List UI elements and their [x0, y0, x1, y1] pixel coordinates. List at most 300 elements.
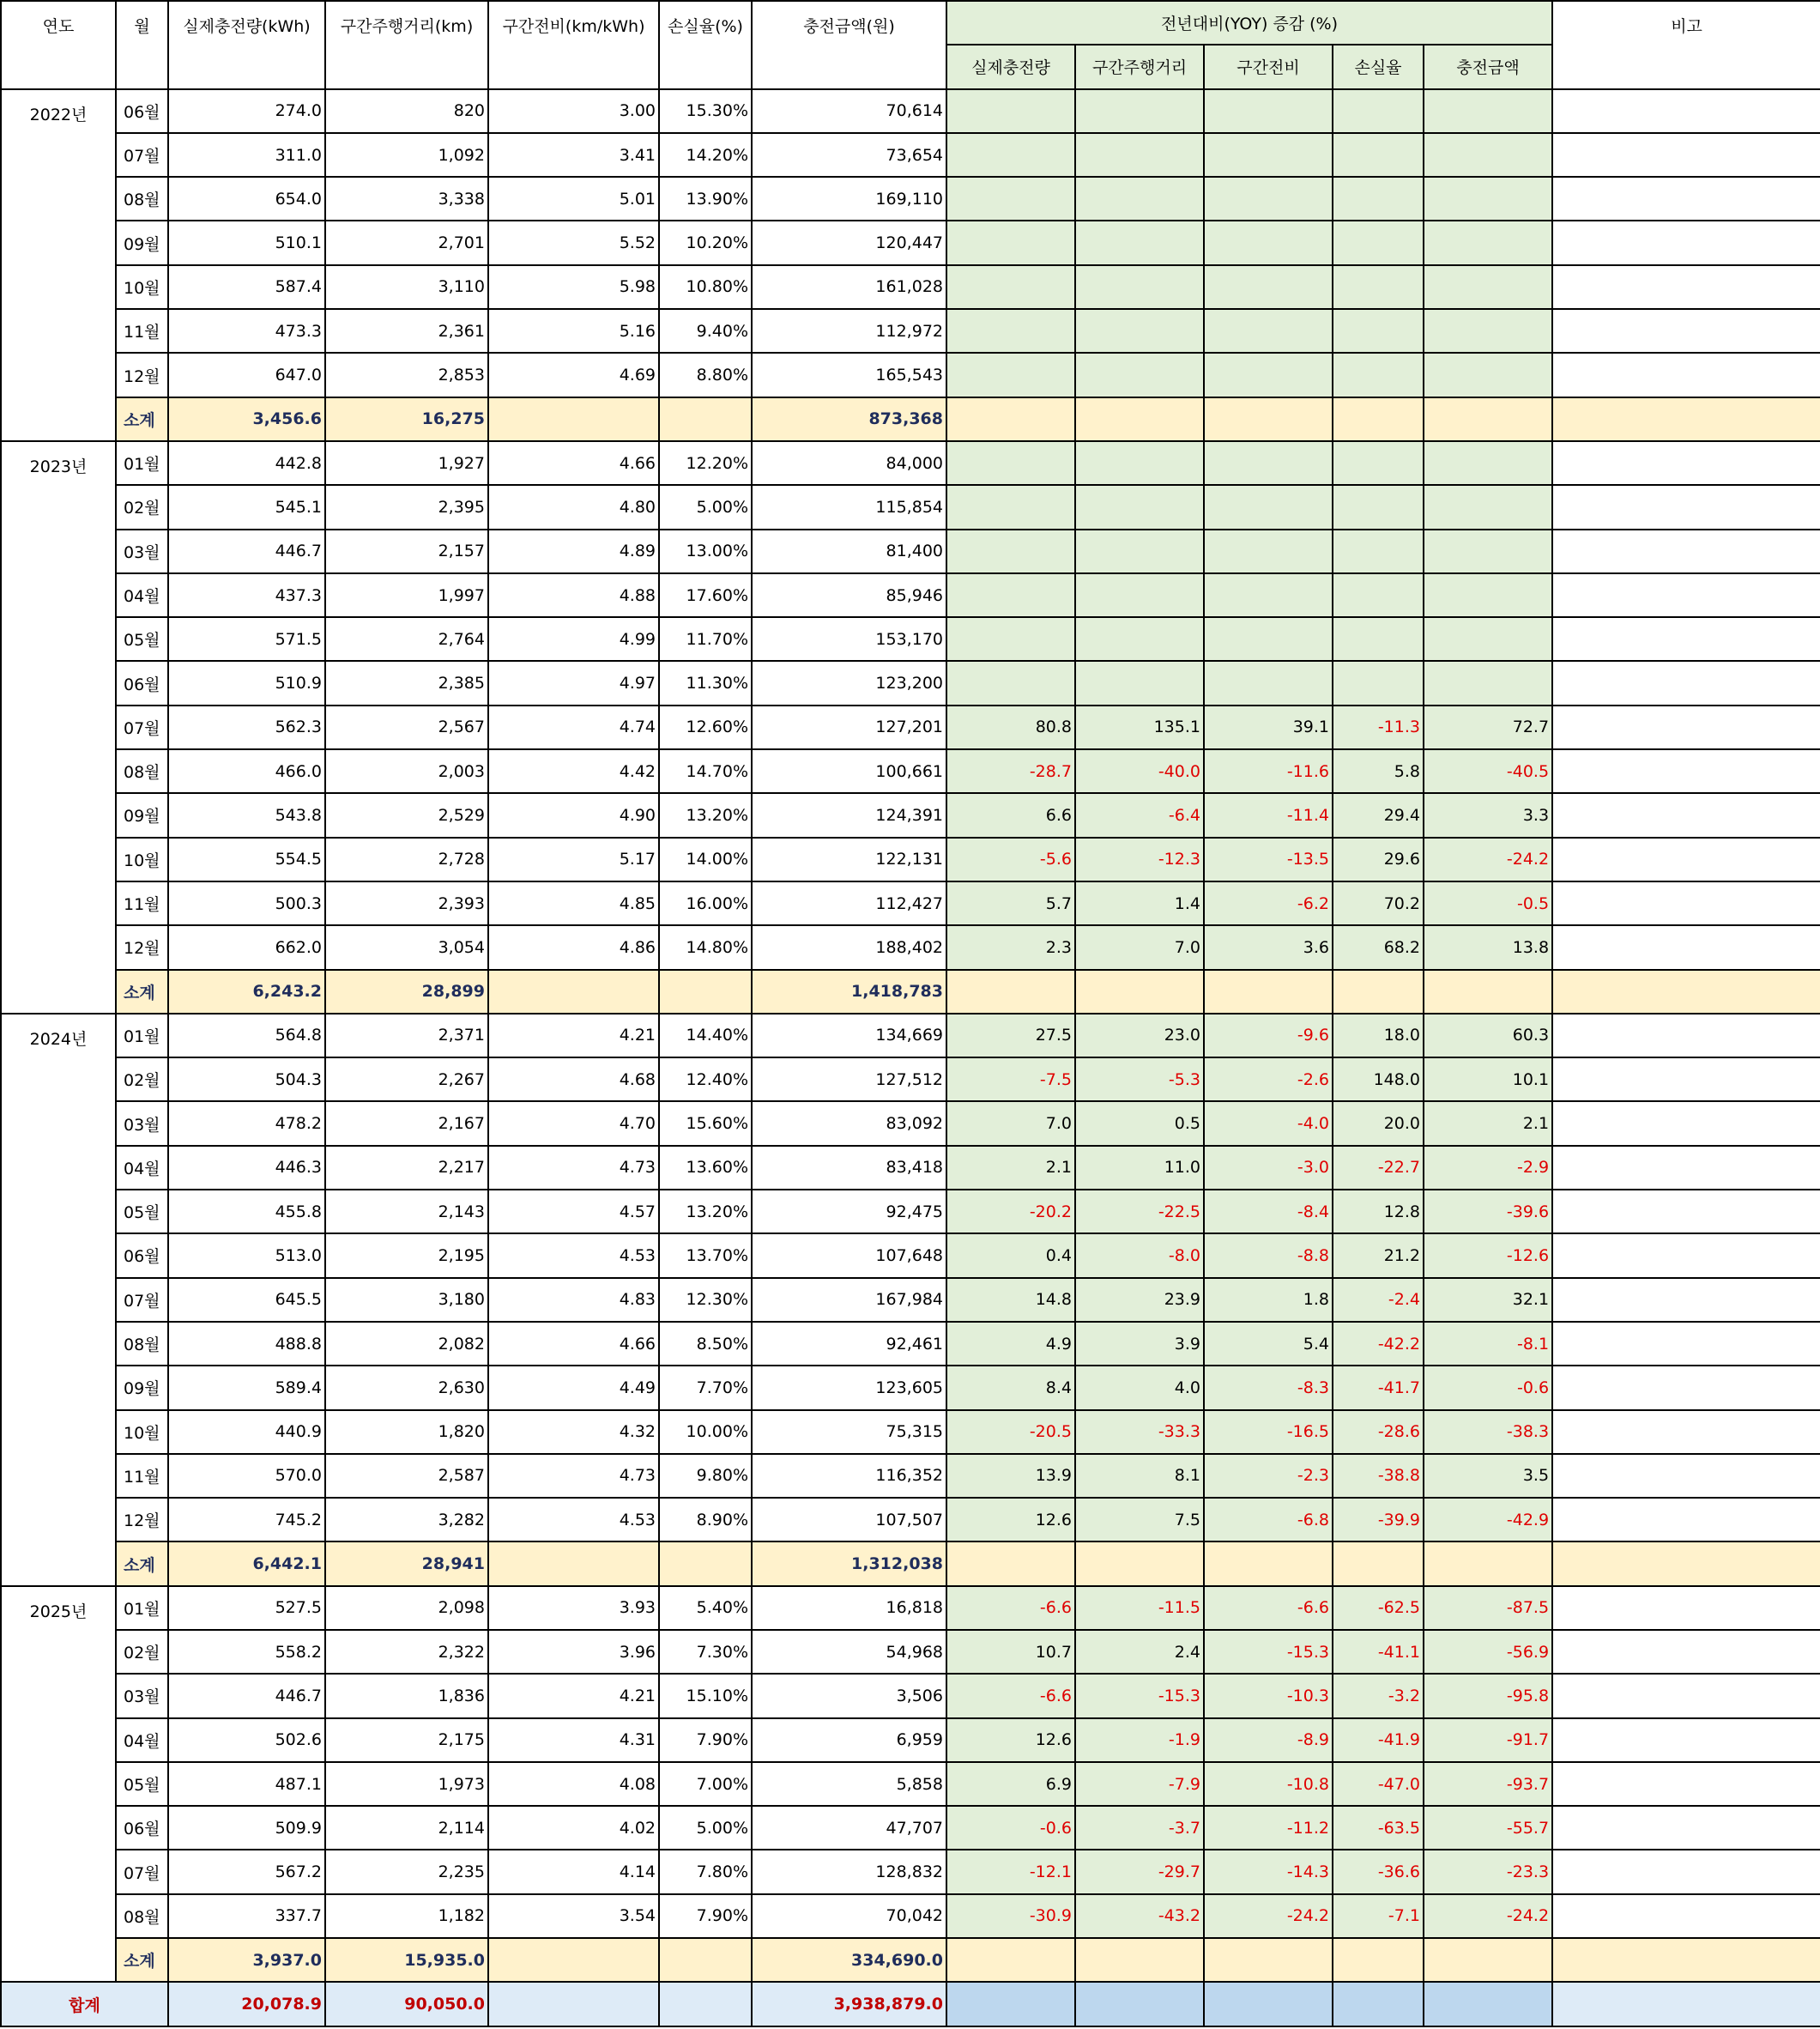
cell-yoy-efficiency[interactable] [1204, 573, 1333, 617]
cell-yoy-efficiency[interactable]: -8.9 [1204, 1718, 1333, 1762]
cell-cost[interactable]: 188,402 [752, 925, 946, 969]
cell-yoy-efficiency[interactable] [1204, 530, 1333, 573]
cell-charge[interactable]: 654.0 [168, 177, 325, 221]
cell-loss[interactable]: 7.80% [659, 1850, 752, 1893]
cell-distance[interactable]: 2,371 [325, 1014, 488, 1057]
cell-yoy-distance[interactable]: -3.7 [1075, 1806, 1204, 1850]
cell-note[interactable] [1552, 749, 1820, 793]
total-efficiency[interactable] [488, 1982, 659, 2026]
cell-yoy-charge[interactable] [946, 573, 1075, 617]
cell-yoy-efficiency[interactable] [1204, 177, 1333, 221]
cell-charge[interactable]: 466.0 [168, 749, 325, 793]
cell-charge[interactable]: 337.7 [168, 1894, 325, 1938]
cell-charge[interactable]: 504.3 [168, 1057, 325, 1101]
cell-charge[interactable]: 513.0 [168, 1233, 325, 1277]
cell-efficiency[interactable]: 4.02 [488, 1806, 659, 1850]
cell-yoy-efficiency[interactable]: -9.6 [1204, 1014, 1333, 1057]
cell-loss[interactable]: 13.70% [659, 1233, 752, 1277]
cell-yoy-distance[interactable]: -29.7 [1075, 1850, 1204, 1893]
cell-loss[interactable]: 14.20% [659, 133, 752, 177]
cell-loss[interactable]: 7.00% [659, 1762, 752, 1806]
cell-loss[interactable]: 16.00% [659, 881, 752, 925]
cell-charge[interactable]: 647.0 [168, 353, 325, 397]
cell-loss[interactable]: 12.30% [659, 1278, 752, 1322]
cell-yoy-cost[interactable]: -12.6 [1424, 1233, 1552, 1277]
cell-distance[interactable]: 1,927 [325, 441, 488, 485]
cell-distance[interactable]: 2,587 [325, 1454, 488, 1498]
cell-yoy-efficiency[interactable]: -4.0 [1204, 1101, 1333, 1145]
cell-efficiency[interactable]: 4.70 [488, 1101, 659, 1145]
cell-yoy-charge[interactable]: 80.8 [946, 706, 1075, 749]
cell-efficiency[interactable]: 4.89 [488, 530, 659, 573]
cell-yoy-distance[interactable]: 8.1 [1075, 1454, 1204, 1498]
cell-month[interactable]: 12월 [116, 925, 168, 969]
cell-cost[interactable]: 47,707 [752, 1806, 946, 1850]
subtotal-yoy-cell[interactable] [1333, 1938, 1424, 1982]
cell-yoy-distance[interactable] [1075, 353, 1204, 397]
cell-distance[interactable]: 2,701 [325, 221, 488, 264]
cell-yoy-charge[interactable] [946, 133, 1075, 177]
cell-yoy-distance[interactable] [1075, 485, 1204, 529]
cell-yoy-efficiency[interactable]: -8.4 [1204, 1190, 1333, 1233]
cell-month[interactable]: 08월 [116, 1894, 168, 1938]
cell-loss[interactable]: 9.80% [659, 1454, 752, 1498]
cell-yoy-cost[interactable] [1424, 661, 1552, 705]
cell-distance[interactable]: 2,217 [325, 1146, 488, 1190]
header-yoy-loss[interactable]: 손실율 [1333, 45, 1424, 88]
cell-yoy-efficiency[interactable]: -16.5 [1204, 1410, 1333, 1454]
cell-charge[interactable]: 510.9 [168, 661, 325, 705]
subtotal-cost[interactable]: 873,368 [752, 397, 946, 441]
cell-yoy-loss[interactable] [1333, 441, 1424, 485]
subtotal-yoy-cell[interactable] [1204, 1938, 1333, 1982]
cell-yoy-charge[interactable]: 4.9 [946, 1322, 1075, 1366]
cell-distance[interactable]: 2,385 [325, 661, 488, 705]
cell-yoy-cost[interactable]: 2.1 [1424, 1101, 1552, 1145]
cell-distance[interactable]: 2,157 [325, 530, 488, 573]
cell-distance[interactable]: 2,195 [325, 1233, 488, 1277]
cell-loss[interactable]: 7.70% [659, 1366, 752, 1409]
cell-cost[interactable]: 75,315 [752, 1410, 946, 1454]
cell-note[interactable] [1552, 573, 1820, 617]
cell-yoy-cost[interactable] [1424, 617, 1552, 661]
subtotal-yoy-cell[interactable] [1333, 970, 1424, 1014]
cell-yoy-charge[interactable]: -5.6 [946, 838, 1075, 881]
cell-yoy-cost[interactable] [1424, 573, 1552, 617]
cell-yoy-efficiency[interactable] [1204, 309, 1333, 353]
cell-yoy-distance[interactable]: -11.5 [1075, 1586, 1204, 1630]
cell-charge[interactable]: 587.4 [168, 265, 325, 309]
cell-yoy-distance[interactable] [1075, 89, 1204, 133]
cell-yoy-loss[interactable] [1333, 353, 1424, 397]
cell-charge[interactable]: 562.3 [168, 706, 325, 749]
cell-yoy-cost[interactable]: -95.8 [1424, 1674, 1552, 1717]
subtotal-yoy-cell[interactable] [946, 970, 1075, 1014]
cell-loss[interactable]: 8.90% [659, 1498, 752, 1541]
cell-month[interactable]: 03월 [116, 530, 168, 573]
cell-yoy-efficiency[interactable]: -8.8 [1204, 1233, 1333, 1277]
cell-loss[interactable]: 14.40% [659, 1014, 752, 1057]
cell-cost[interactable]: 134,669 [752, 1014, 946, 1057]
subtotal-cost[interactable]: 334,690.0 [752, 1938, 946, 1982]
cell-charge[interactable]: 487.1 [168, 1762, 325, 1806]
cell-yoy-cost[interactable] [1424, 89, 1552, 133]
cell-yoy-cost[interactable]: -91.7 [1424, 1718, 1552, 1762]
cell-charge[interactable]: 645.5 [168, 1278, 325, 1322]
cell-note[interactable] [1552, 1850, 1820, 1893]
cell-yoy-distance[interactable]: -1.9 [1075, 1718, 1204, 1762]
cell-efficiency[interactable]: 4.97 [488, 661, 659, 705]
cell-yoy-loss[interactable]: -63.5 [1333, 1806, 1424, 1850]
cell-cost[interactable]: 123,605 [752, 1366, 946, 1409]
cell-yoy-charge[interactable] [946, 661, 1075, 705]
subtotal-charge[interactable]: 6,442.1 [168, 1541, 325, 1585]
subtotal-charge[interactable]: 3,937.0 [168, 1938, 325, 1982]
cell-yoy-loss[interactable]: 29.4 [1333, 793, 1424, 837]
cell-yoy-charge[interactable]: -20.5 [946, 1410, 1075, 1454]
cell-yoy-distance[interactable]: -7.9 [1075, 1762, 1204, 1806]
cell-cost[interactable]: 92,461 [752, 1322, 946, 1366]
cell-yoy-distance[interactable]: -33.3 [1075, 1410, 1204, 1454]
cell-loss[interactable]: 5.40% [659, 1586, 752, 1630]
cell-yoy-distance[interactable]: 7.5 [1075, 1498, 1204, 1541]
cell-yoy-distance[interactable] [1075, 177, 1204, 221]
cell-cost[interactable]: 107,507 [752, 1498, 946, 1541]
cell-charge[interactable]: 274.0 [168, 89, 325, 133]
cell-efficiency[interactable]: 3.93 [488, 1586, 659, 1630]
cell-distance[interactable]: 2,393 [325, 881, 488, 925]
cell-charge[interactable]: 478.2 [168, 1101, 325, 1145]
cell-month[interactable]: 09월 [116, 793, 168, 837]
cell-yoy-loss[interactable]: -47.0 [1333, 1762, 1424, 1806]
cell-distance[interactable]: 1,182 [325, 1894, 488, 1938]
cell-note[interactable] [1552, 1806, 1820, 1850]
cell-charge[interactable]: 437.3 [168, 573, 325, 617]
cell-cost[interactable]: 116,352 [752, 1454, 946, 1498]
cell-yoy-efficiency[interactable]: -6.6 [1204, 1586, 1333, 1630]
cell-month[interactable]: 08월 [116, 749, 168, 793]
cell-loss[interactable]: 9.40% [659, 309, 752, 353]
cell-yoy-efficiency[interactable]: -10.3 [1204, 1674, 1333, 1717]
cell-efficiency[interactable]: 5.98 [488, 265, 659, 309]
cell-yoy-efficiency[interactable]: -2.6 [1204, 1057, 1333, 1101]
cell-efficiency[interactable]: 4.53 [488, 1498, 659, 1541]
cell-yoy-charge[interactable]: 27.5 [946, 1014, 1075, 1057]
cell-efficiency[interactable]: 5.17 [488, 838, 659, 881]
cell-yoy-charge[interactable] [946, 177, 1075, 221]
cell-yoy-loss[interactable]: -36.6 [1333, 1850, 1424, 1893]
cell-efficiency[interactable]: 4.21 [488, 1674, 659, 1717]
cell-yoy-distance[interactable]: 0.5 [1075, 1101, 1204, 1145]
cell-month[interactable]: 06월 [116, 1233, 168, 1277]
cell-loss[interactable]: 7.30% [659, 1630, 752, 1674]
subtotal-note[interactable] [1552, 1541, 1820, 1585]
cell-yoy-efficiency[interactable]: -2.3 [1204, 1454, 1333, 1498]
cell-loss[interactable]: 15.10% [659, 1674, 752, 1717]
cell-yoy-distance[interactable] [1075, 133, 1204, 177]
cell-distance[interactable]: 2,395 [325, 485, 488, 529]
cell-note[interactable] [1552, 1366, 1820, 1409]
cell-yoy-charge[interactable] [946, 89, 1075, 133]
total-cost[interactable]: 3,938,879.0 [752, 1982, 946, 2026]
cell-efficiency[interactable]: 4.49 [488, 1366, 659, 1409]
cell-yoy-charge[interactable] [946, 353, 1075, 397]
cell-yoy-loss[interactable]: -2.4 [1333, 1278, 1424, 1322]
cell-yoy-loss[interactable]: -3.2 [1333, 1674, 1424, 1717]
cell-yoy-charge[interactable]: 13.9 [946, 1454, 1075, 1498]
cell-cost[interactable]: 122,131 [752, 838, 946, 881]
cell-yoy-distance[interactable] [1075, 221, 1204, 264]
cell-month[interactable]: 04월 [116, 1718, 168, 1762]
cell-yoy-efficiency[interactable]: -13.5 [1204, 838, 1333, 881]
cell-loss[interactable]: 14.70% [659, 749, 752, 793]
subtotal-loss[interactable] [659, 397, 752, 441]
cell-yoy-loss[interactable]: -39.9 [1333, 1498, 1424, 1541]
cell-yoy-cost[interactable]: -93.7 [1424, 1762, 1552, 1806]
cell-yoy-charge[interactable]: -20.2 [946, 1190, 1075, 1233]
cell-yoy-loss[interactable] [1333, 177, 1424, 221]
cell-note[interactable] [1552, 1454, 1820, 1498]
cell-yoy-loss[interactable]: -7.1 [1333, 1894, 1424, 1938]
cell-yoy-distance[interactable] [1075, 617, 1204, 661]
cell-efficiency[interactable]: 4.21 [488, 1014, 659, 1057]
cell-cost[interactable]: 112,427 [752, 881, 946, 925]
cell-yoy-distance[interactable]: 23.9 [1075, 1278, 1204, 1322]
cell-yoy-loss[interactable]: -41.7 [1333, 1366, 1424, 1409]
cell-month[interactable]: 04월 [116, 573, 168, 617]
cell-yoy-loss[interactable]: -42.2 [1333, 1322, 1424, 1366]
header-distance[interactable]: 구간주행거리(km) [325, 1, 488, 89]
cell-loss[interactable]: 8.80% [659, 353, 752, 397]
cell-yoy-charge[interactable]: -6.6 [946, 1674, 1075, 1717]
cell-charge[interactable]: 570.0 [168, 1454, 325, 1498]
cell-cost[interactable]: 100,661 [752, 749, 946, 793]
cell-yoy-efficiency[interactable]: -11.4 [1204, 793, 1333, 837]
cell-charge[interactable]: 662.0 [168, 925, 325, 969]
total-yoy-cell[interactable] [1424, 1982, 1552, 2026]
cell-yoy-loss[interactable]: -22.7 [1333, 1146, 1424, 1190]
cell-yoy-cost[interactable] [1424, 353, 1552, 397]
cell-yoy-distance[interactable]: -15.3 [1075, 1674, 1204, 1717]
cell-efficiency[interactable]: 4.83 [488, 1278, 659, 1322]
cell-yoy-efficiency[interactable]: -8.3 [1204, 1366, 1333, 1409]
cell-charge[interactable]: 745.2 [168, 1498, 325, 1541]
cell-distance[interactable]: 2,114 [325, 1806, 488, 1850]
cell-charge[interactable]: 543.8 [168, 793, 325, 837]
subtotal-efficiency[interactable] [488, 1938, 659, 1982]
subtotal-cost[interactable]: 1,312,038 [752, 1541, 946, 1585]
cell-yoy-loss[interactable] [1333, 573, 1424, 617]
cell-note[interactable] [1552, 793, 1820, 837]
year-cell[interactable]: 2024년 [1, 1014, 116, 1586]
cell-note[interactable] [1552, 1146, 1820, 1190]
cell-yoy-distance[interactable]: 11.0 [1075, 1146, 1204, 1190]
subtotal-yoy-cell[interactable] [1204, 970, 1333, 1014]
subtotal-yoy-cell[interactable] [1075, 970, 1204, 1014]
cell-efficiency[interactable]: 4.69 [488, 353, 659, 397]
cell-efficiency[interactable]: 4.68 [488, 1057, 659, 1101]
subtotal-charge[interactable]: 6,243.2 [168, 970, 325, 1014]
header-loss[interactable]: 손실율(%) [659, 1, 752, 89]
cell-yoy-charge[interactable]: 10.7 [946, 1630, 1075, 1674]
cell-yoy-cost[interactable] [1424, 221, 1552, 264]
cell-month[interactable]: 09월 [116, 1366, 168, 1409]
cell-charge[interactable]: 564.8 [168, 1014, 325, 1057]
cell-yoy-loss[interactable] [1333, 89, 1424, 133]
cell-yoy-cost[interactable] [1424, 441, 1552, 485]
cell-yoy-cost[interactable] [1424, 177, 1552, 221]
cell-efficiency[interactable]: 4.66 [488, 441, 659, 485]
subtotal-efficiency[interactable] [488, 1541, 659, 1585]
cell-note[interactable] [1552, 1278, 1820, 1322]
cell-yoy-efficiency[interactable]: -24.2 [1204, 1894, 1333, 1938]
cell-loss[interactable]: 7.90% [659, 1718, 752, 1762]
year-cell[interactable]: 2025년 [1, 1586, 116, 1983]
cell-yoy-efficiency[interactable]: -11.2 [1204, 1806, 1333, 1850]
total-loss[interactable] [659, 1982, 752, 2026]
cell-distance[interactable]: 1,836 [325, 1674, 488, 1717]
cell-month[interactable]: 05월 [116, 1190, 168, 1233]
cell-loss[interactable]: 17.60% [659, 573, 752, 617]
cell-loss[interactable]: 12.40% [659, 1057, 752, 1101]
cell-loss[interactable]: 10.00% [659, 1410, 752, 1454]
cell-month[interactable]: 10월 [116, 1410, 168, 1454]
cell-month[interactable]: 11월 [116, 309, 168, 353]
subtotal-label[interactable]: 소계 [116, 970, 168, 1014]
subtotal-note[interactable] [1552, 397, 1820, 441]
cell-yoy-efficiency[interactable]: 39.1 [1204, 706, 1333, 749]
cell-yoy-efficiency[interactable]: -15.3 [1204, 1630, 1333, 1674]
header-year[interactable]: 연도 [1, 1, 116, 89]
cell-yoy-charge[interactable]: -30.9 [946, 1894, 1075, 1938]
cell-yoy-loss[interactable]: -11.3 [1333, 706, 1424, 749]
cell-cost[interactable]: 83,092 [752, 1101, 946, 1145]
cell-yoy-charge[interactable]: 0.4 [946, 1233, 1075, 1277]
cell-distance[interactable]: 2,361 [325, 309, 488, 353]
cell-efficiency[interactable]: 3.00 [488, 89, 659, 133]
subtotal-distance[interactable]: 16,275 [325, 397, 488, 441]
cell-note[interactable] [1552, 1014, 1820, 1057]
cell-yoy-distance[interactable]: -40.0 [1075, 749, 1204, 793]
cell-yoy-distance[interactable]: 23.0 [1075, 1014, 1204, 1057]
cell-yoy-cost[interactable]: -56.9 [1424, 1630, 1552, 1674]
cell-distance[interactable]: 2,728 [325, 838, 488, 881]
header-charge[interactable]: 실제충전량(kWh) [168, 1, 325, 89]
cell-efficiency[interactable]: 4.85 [488, 881, 659, 925]
cell-yoy-efficiency[interactable] [1204, 221, 1333, 264]
cell-yoy-charge[interactable] [946, 530, 1075, 573]
cell-charge[interactable]: 571.5 [168, 617, 325, 661]
subtotal-distance[interactable]: 28,941 [325, 1541, 488, 1585]
cell-yoy-charge[interactable]: -12.1 [946, 1850, 1075, 1893]
cell-distance[interactable]: 2,567 [325, 706, 488, 749]
cell-charge[interactable]: 500.3 [168, 881, 325, 925]
cell-cost[interactable]: 5,858 [752, 1762, 946, 1806]
cell-month[interactable]: 12월 [116, 1498, 168, 1541]
cell-yoy-efficiency[interactable] [1204, 89, 1333, 133]
cell-yoy-distance[interactable] [1075, 441, 1204, 485]
cell-efficiency[interactable]: 4.42 [488, 749, 659, 793]
cell-yoy-cost[interactable]: 32.1 [1424, 1278, 1552, 1322]
cell-yoy-efficiency[interactable] [1204, 441, 1333, 485]
cell-month[interactable]: 10월 [116, 838, 168, 881]
cell-yoy-charge[interactable] [946, 441, 1075, 485]
cell-month[interactable]: 02월 [116, 485, 168, 529]
cell-note[interactable] [1552, 1718, 1820, 1762]
cell-distance[interactable]: 2,529 [325, 793, 488, 837]
cell-efficiency[interactable]: 4.08 [488, 1762, 659, 1806]
cell-yoy-charge[interactable]: 12.6 [946, 1498, 1075, 1541]
cell-month[interactable]: 07월 [116, 1850, 168, 1893]
cell-distance[interactable]: 1,973 [325, 1762, 488, 1806]
cell-month[interactable]: 10월 [116, 265, 168, 309]
cell-month[interactable]: 05월 [116, 1762, 168, 1806]
cell-yoy-efficiency[interactable]: -11.6 [1204, 749, 1333, 793]
cell-yoy-cost[interactable]: 10.1 [1424, 1057, 1552, 1101]
cell-efficiency[interactable]: 5.52 [488, 221, 659, 264]
cell-cost[interactable]: 112,972 [752, 309, 946, 353]
cell-note[interactable] [1552, 1410, 1820, 1454]
cell-note[interactable] [1552, 177, 1820, 221]
cell-yoy-loss[interactable]: 5.8 [1333, 749, 1424, 793]
cell-efficiency[interactable]: 4.14 [488, 1850, 659, 1893]
cell-distance[interactable]: 2,167 [325, 1101, 488, 1145]
cell-efficiency[interactable]: 4.31 [488, 1718, 659, 1762]
subtotal-note[interactable] [1552, 970, 1820, 1014]
cell-distance[interactable]: 3,110 [325, 265, 488, 309]
cell-charge[interactable]: 446.7 [168, 530, 325, 573]
cell-yoy-efficiency[interactable]: 3.6 [1204, 925, 1333, 969]
cell-cost[interactable]: 81,400 [752, 530, 946, 573]
cell-distance[interactable]: 2,235 [325, 1850, 488, 1893]
cell-efficiency[interactable]: 4.74 [488, 706, 659, 749]
cell-cost[interactable]: 115,854 [752, 485, 946, 529]
cell-yoy-efficiency[interactable] [1204, 661, 1333, 705]
cell-yoy-charge[interactable]: -7.5 [946, 1057, 1075, 1101]
cell-loss[interactable]: 11.30% [659, 661, 752, 705]
cell-loss[interactable]: 5.00% [659, 485, 752, 529]
cell-yoy-distance[interactable] [1075, 661, 1204, 705]
cell-cost[interactable]: 167,984 [752, 1278, 946, 1322]
cell-month[interactable]: 07월 [116, 706, 168, 749]
cell-yoy-distance[interactable]: -6.4 [1075, 793, 1204, 837]
cell-yoy-cost[interactable]: -8.1 [1424, 1322, 1552, 1366]
header-yoy-charge[interactable]: 실제충전량 [946, 45, 1075, 88]
cell-note[interactable] [1552, 1101, 1820, 1145]
cell-loss[interactable]: 13.60% [659, 1146, 752, 1190]
cell-charge[interactable]: 473.3 [168, 309, 325, 353]
cell-charge[interactable]: 488.8 [168, 1322, 325, 1366]
cell-yoy-loss[interactable]: 29.6 [1333, 838, 1424, 881]
cell-yoy-charge[interactable] [946, 617, 1075, 661]
cell-charge[interactable]: 545.1 [168, 485, 325, 529]
cell-yoy-distance[interactable] [1075, 573, 1204, 617]
cell-yoy-distance[interactable]: 3.9 [1075, 1322, 1204, 1366]
cell-note[interactable] [1552, 265, 1820, 309]
cell-yoy-charge[interactable]: 6.6 [946, 793, 1075, 837]
cell-loss[interactable]: 5.00% [659, 1806, 752, 1850]
cell-month[interactable]: 04월 [116, 1146, 168, 1190]
cell-efficiency[interactable]: 4.73 [488, 1146, 659, 1190]
cell-yoy-charge[interactable]: 6.9 [946, 1762, 1075, 1806]
cell-yoy-charge[interactable]: 12.6 [946, 1718, 1075, 1762]
cell-month[interactable]: 08월 [116, 1322, 168, 1366]
header-cost[interactable]: 충전금액(원) [752, 1, 946, 89]
cell-charge[interactable]: 311.0 [168, 133, 325, 177]
total-yoy-cell[interactable] [1204, 1982, 1333, 2026]
cell-loss[interactable]: 15.30% [659, 89, 752, 133]
cell-efficiency[interactable]: 4.88 [488, 573, 659, 617]
